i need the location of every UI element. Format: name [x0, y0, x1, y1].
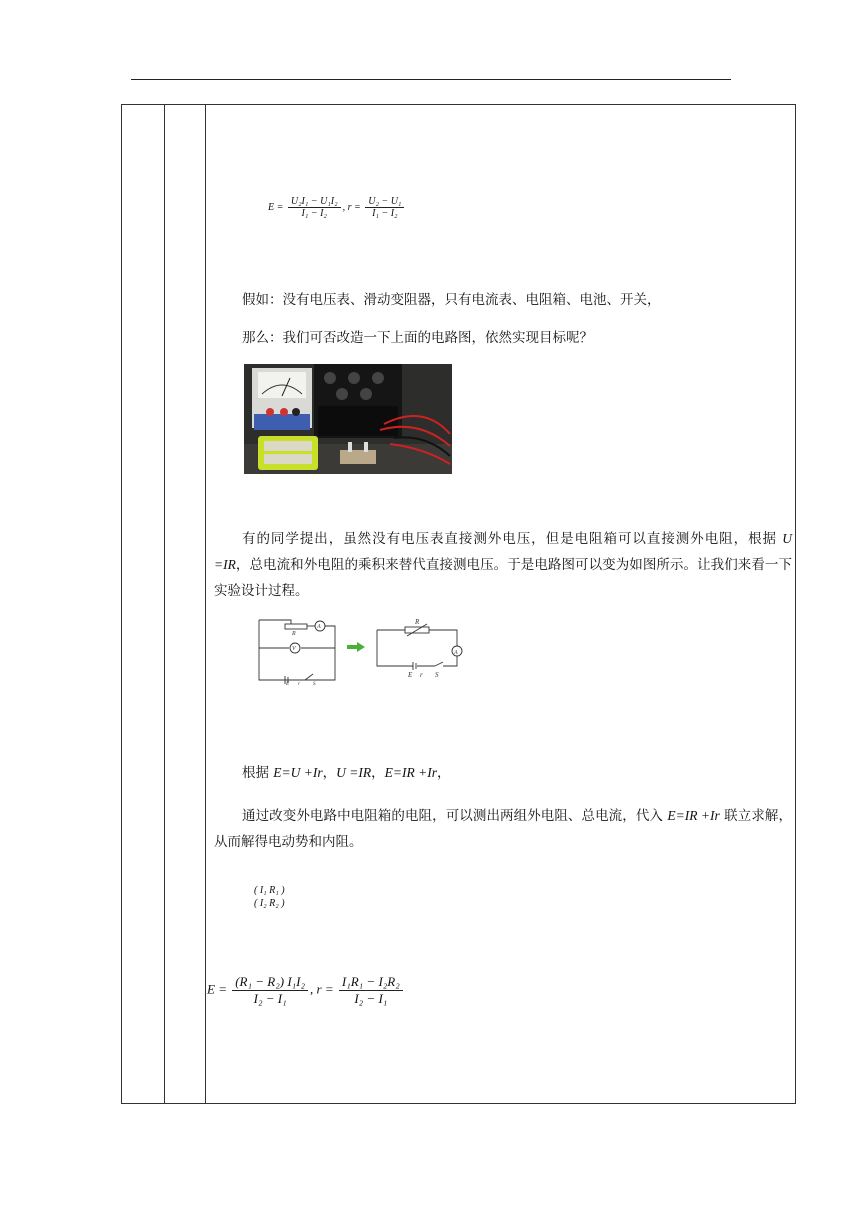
formula1-r-label: , r = [342, 201, 361, 213]
formula1-r-denominator: I₁ − I₂ [372, 208, 398, 219]
paragraph-student-idea [214, 526, 792, 604]
p3-text-b: ，总电流和外电阻的乘积来替代直接测电压。于是电路图可以变为如图所示。让我们来看一下实验设计过程。 [214, 557, 792, 599]
table-column-divider-1 [164, 104, 165, 1104]
right-circuit-r-label: R [415, 618, 420, 626]
left-circuit-r-internal-label: r [298, 682, 300, 686]
p5-equation: E=IR +Ir [667, 808, 720, 823]
formula2-r-denominator: I₂ − I₁ [354, 991, 388, 1006]
paragraph-equations [214, 760, 792, 786]
left-circuit-a-label: A [317, 624, 321, 630]
data-pairs [254, 884, 285, 910]
right-circuit-r-internal-label: r [420, 671, 423, 679]
circuit-diagrams [255, 614, 475, 686]
p4-equation-2: U =IR [336, 765, 372, 780]
p5-text-a: 通过改变外电路中电阻箱的电阻，可以测出两组外电阻、总电流，代入 [242, 808, 668, 824]
formula1-e-label: E = [268, 201, 284, 213]
formula-e-r-resistance-box [207, 974, 405, 1007]
p4-end: ， [436, 765, 451, 781]
data-pair-row-1: ( I₁ R₁ ) [254, 885, 285, 896]
left-circuit-v-label: V [292, 646, 296, 652]
p3-equation: U =IR [214, 531, 792, 572]
formula1-r-fraction [365, 196, 404, 219]
p5-text-b: 联立求解，从而解得电动势和内阻。 [214, 808, 792, 850]
transform-arrow [347, 642, 365, 652]
equipment-photo [244, 364, 452, 474]
formula-e-r-voltmeter [268, 196, 406, 219]
table-column-divider-2 [205, 104, 206, 1104]
formula2-e-denominator: I₂ − I₁ [253, 991, 287, 1006]
formula2-e-label: E = [207, 981, 227, 997]
formula1-e-denominator: I₁ − I₂ [301, 208, 327, 219]
right-circuit-s-label: S [435, 671, 439, 679]
paragraph-question: 那么：我们可否改造一下上面的电路图，依然实现目标呢？ [242, 330, 593, 346]
circuit-with-voltmeter [259, 620, 335, 684]
formula1-r-numerator: U₂ − U₁ [365, 196, 404, 208]
table-frame [121, 104, 796, 1104]
formula2-r-label: , r = [310, 981, 334, 997]
p3-text-a: 有的同学提出，虽然没有电压表直接测外电压，但是电阻箱可以直接测外电阻，根据 [242, 531, 783, 547]
paragraph-method [214, 803, 792, 855]
formula1-e-numerator: U₂I₁ − U₁I₂ [288, 196, 341, 208]
right-circuit-a-label: A [454, 650, 458, 656]
formula1-e-fraction [288, 196, 341, 219]
data-pair-row-2: ( I₂ R₂ ) [254, 898, 285, 909]
left-circuit-s-label: S [313, 682, 316, 686]
header-rule [131, 79, 731, 80]
right-circuit-e-label: E [408, 671, 413, 679]
formula2-r-numerator: I₁R₁ − I₂R₂ [339, 974, 403, 991]
formula2-e-fraction [232, 974, 308, 1007]
left-circuit-r-label: R [292, 631, 296, 637]
left-circuit-e-label: E [286, 682, 290, 686]
p4-sep-2: ， [371, 765, 385, 781]
p4-equation-1: E=U +Ir [273, 765, 323, 780]
formula2-e-numerator: (R₁ − R₂) I₁I₂ [232, 974, 308, 991]
paragraph-assumption: 假如：没有电压表、滑动变阻器，只有电流表、电阻箱、电池、开关， [242, 292, 661, 308]
circuit-with-resistance-box [377, 624, 462, 670]
formula2-r-fraction [339, 974, 403, 1007]
p4-sep-1: ， [322, 765, 337, 781]
p4-text-a: 根据 [242, 765, 274, 781]
p4-equation-3: E=IR +Ir [384, 765, 437, 780]
